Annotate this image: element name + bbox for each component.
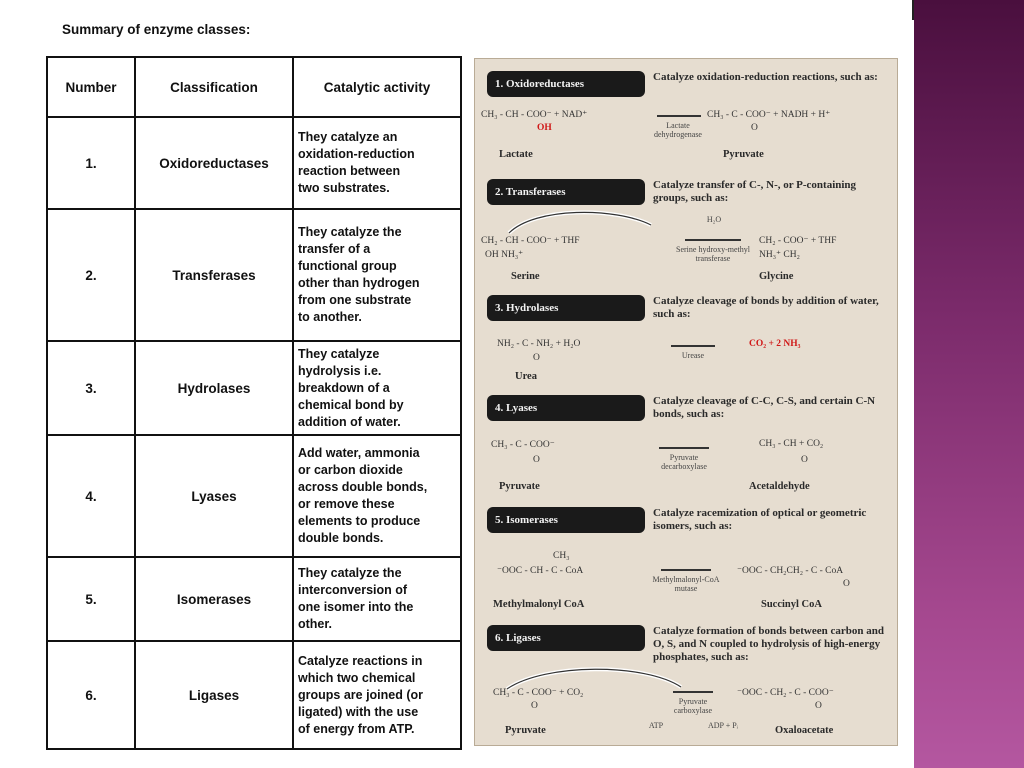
enzyme-label: Urease xyxy=(681,351,705,360)
section-description: Catalyze cleavage of C-C, C-S, and certain C-N bonds, such as: xyxy=(653,395,876,420)
section-oxidoreductases xyxy=(475,71,897,175)
row-classification: Ligases xyxy=(135,641,293,749)
reaction-arrow xyxy=(661,569,711,571)
row-classification: Hydrolases xyxy=(135,341,293,435)
reaction-arrow xyxy=(671,345,715,347)
section-description: Catalyze oxidation-reduction reactions, such as: xyxy=(653,71,878,83)
section-title: 6. Ligases xyxy=(487,625,645,651)
section-description: Catalyze racemization of optical or geometric isomers, such as: xyxy=(653,507,867,532)
row-activity: Catalyze reactions in which two chemical groups are joined (or ligated) with the use of energy from ATP. xyxy=(293,641,461,749)
section-lyases xyxy=(475,395,897,503)
slide-heading: Summary of enzyme classes: xyxy=(62,22,251,37)
equation-left: CH₃ - C - COO⁻ + CO₂ xyxy=(493,688,584,698)
section-description: Catalyze cleavage of bonds by addition of water, such as: xyxy=(653,295,879,320)
table-header-row xyxy=(47,57,461,117)
table-row xyxy=(47,341,461,435)
enzyme-label: Serine hydroxy-methyl transferase xyxy=(676,245,750,263)
row-number: 2. xyxy=(47,209,135,341)
equation-right: CH₂ - COO⁻ + THF xyxy=(759,236,837,246)
section-description: Catalyze formation of bonds between carbon and O, S, and N coupled to hydrolysis of high-energy phosphates, such as: xyxy=(653,625,884,663)
row-activity: They catalyze the transfer of a functional group other than hydrogen from one substrate to another. xyxy=(293,209,461,341)
equation-right: CH₃ - CH + CO₂ xyxy=(759,439,824,449)
reaction-arrow xyxy=(673,691,713,693)
equation-right: ⁻OOC - CH₂CH₂ - C - CoA xyxy=(737,566,844,576)
equation-left-sub: O xyxy=(533,455,540,465)
row-activity: They catalyze an oxidation-reduction reaction between two substrates. xyxy=(293,117,461,209)
section-description: Catalyze transfer of C-, N-, or P-containing groups, such as: xyxy=(653,179,857,204)
equation-left: CH₂ - CH - COO⁻ + THF xyxy=(481,236,580,246)
decorative-side-band xyxy=(914,0,1024,768)
row-number: 5. xyxy=(47,557,135,641)
cofactor-label: H₂O xyxy=(706,215,722,224)
enzyme-table xyxy=(46,56,462,750)
section-transferases xyxy=(475,179,897,289)
equation-left-sub: O xyxy=(531,701,538,711)
equation-left-top: CH₃ xyxy=(553,551,570,561)
product-label: Oxaloacetate xyxy=(775,725,834,736)
row-classification: Lyases xyxy=(135,435,293,557)
reaction-arrow xyxy=(657,115,701,117)
table-row xyxy=(47,117,461,209)
ligation-arrow-icon xyxy=(505,665,685,691)
row-classification: Isomerases xyxy=(135,557,293,641)
enzyme-reactions-panel xyxy=(474,58,898,746)
equation-right: ⁻OOC - CH₂ - C - COO⁻ xyxy=(737,688,834,698)
reaction-arrow xyxy=(659,447,709,449)
product-label: Pyruvate xyxy=(723,149,764,160)
substrate-label: Lactate xyxy=(499,149,533,160)
equation-left-sub: OH xyxy=(537,123,552,133)
equation-left-sub: O xyxy=(533,353,540,363)
section-hydrolases xyxy=(475,295,897,389)
product-label: Acetaldehyde xyxy=(749,481,810,492)
row-number: 4. xyxy=(47,435,135,557)
cofactor-adp: ADP + Pᵢ xyxy=(708,721,738,730)
section-title: 4. Lyases xyxy=(487,395,645,421)
product-label: Glycine xyxy=(759,271,794,282)
table-row xyxy=(47,209,461,341)
equation-right: CH₃ - C - COO⁻ + NADH + H⁺ xyxy=(707,110,831,120)
section-title: 1. Oxidoreductases xyxy=(487,71,645,97)
cofactor-atp: ATP xyxy=(648,721,664,730)
equation-left: CH₃ - CH - COO⁻ + NAD⁺ xyxy=(481,110,588,120)
reaction-arrow xyxy=(685,239,741,241)
row-number: 6. xyxy=(47,641,135,749)
table-row xyxy=(47,435,461,557)
row-classification: Oxidoreductases xyxy=(135,117,293,209)
row-classification: Transferases xyxy=(135,209,293,341)
enzyme-label: Pyruvate carboxylase xyxy=(673,697,713,715)
section-ligases xyxy=(475,625,897,743)
equation-right: CO₂ + 2 NH₃ xyxy=(749,339,801,349)
header-catalytic-activity: Catalytic activity xyxy=(293,57,461,117)
equation-right-sub: O xyxy=(751,123,758,133)
header-number: Number xyxy=(47,57,135,117)
section-title: 5. Isomerases xyxy=(487,507,645,533)
substrate-label: Urea xyxy=(515,371,537,382)
row-activity: Add water, ammonia or carbon dioxide across double bonds, or remove these elements to produce double bonds. xyxy=(293,435,461,557)
equation-left-sub: OH NH₃⁺ xyxy=(485,250,524,260)
row-activity: They catalyze the interconversion of one isomer into the other. xyxy=(293,557,461,641)
substrate-label: Serine xyxy=(511,271,540,282)
row-number: 3. xyxy=(47,341,135,435)
substrate-label: Pyruvate xyxy=(499,481,540,492)
enzyme-label: Pyruvate decarboxylase xyxy=(661,453,707,471)
transfer-arrow-icon xyxy=(505,207,655,235)
equation-right-sub: O xyxy=(801,455,808,465)
section-title: 3. Hydrolases xyxy=(487,295,645,321)
section-isomerases xyxy=(475,507,897,617)
section-title: 2. Transferases xyxy=(487,179,645,205)
equation-left: NH₂ - C - NH₂ + H₂O xyxy=(497,339,581,349)
table-row xyxy=(47,641,461,749)
table-row xyxy=(47,557,461,641)
equation-left: ⁻OOC - CH - C - CoA xyxy=(497,566,584,576)
substrate-label: Pyruvate xyxy=(505,725,546,736)
equation-left: CH₃ - C - COO⁻ xyxy=(491,440,555,450)
product-label: Succinyl CoA xyxy=(761,599,822,610)
equation-right-sub: O xyxy=(815,701,822,711)
enzyme-label: Lactate dehydrogenase xyxy=(654,121,702,139)
header-classification: Classification xyxy=(135,57,293,117)
equation-right-sub: NH₃⁺ CH₂ xyxy=(759,250,800,260)
equation-right-sub: O xyxy=(843,579,850,589)
row-number: 1. xyxy=(47,117,135,209)
row-activity: They catalyze hydrolysis i.e. breakdown of a chemical bond by addition of water. xyxy=(293,341,461,435)
substrate-label: Methylmalonyl CoA xyxy=(493,599,585,610)
enzyme-label: Methylmalonyl-CoA mutase xyxy=(652,575,720,593)
